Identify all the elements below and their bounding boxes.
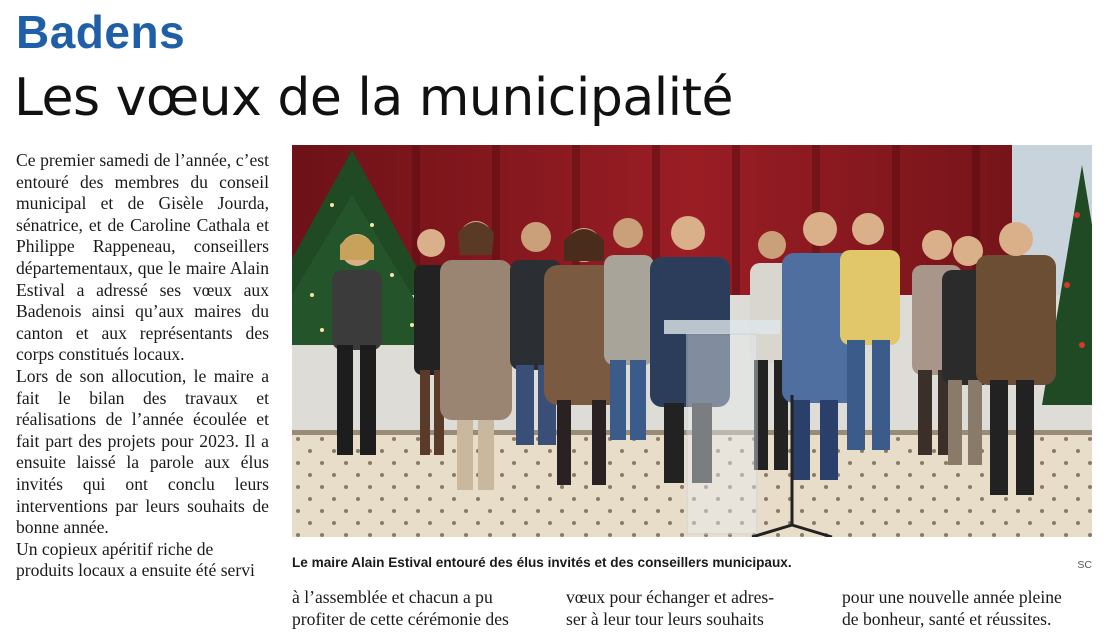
body-line: vœux pour échanger et adres- <box>566 587 775 607</box>
body-line: profiter de cette cérémonie des <box>292 608 509 629</box>
article-photo <box>292 145 1092 537</box>
group-photo-illustration <box>292 145 1092 537</box>
photo-credit: SC <box>1077 559 1092 571</box>
article-body-left-column <box>16 150 269 582</box>
body-line: de bonheur, santé et réussites. <box>842 608 1052 629</box>
body-paragraph: Ce premier samedi de l’année, c’est entouré des membres du conseil municipal et de Gisèle Jourda, sénatrice, et de Caroline Cathala et Philippe Rappeneau, conseillers départementaux, que le maire Alain Estival a adressé ses vœux aux Badenois ainsi qu’aux maires du canton et aux représentants des corps constitués locaux. <box>16 150 269 365</box>
article-body-column-3 <box>566 587 774 630</box>
article-body-column-4 <box>842 587 1062 630</box>
article-headline: Les vœux de la municipalité <box>14 68 733 128</box>
body-line: ser à leur tour leurs souhaits <box>566 608 764 629</box>
section-kicker: Badens <box>16 6 186 58</box>
body-line: à l’assemblée et chacun a pu <box>292 587 493 607</box>
body-paragraph: Lors de son allocution, le maire a fait le bilan des travaux et réalisations de l’année écoulée et fait part des projets pour 2023. Il a ensuite laissé la parole aux élus invités qui ont conclu leurs interventions par leurs souhaits de bonne année. <box>16 365 269 538</box>
body-line: pour une nouvelle année pleine <box>842 587 1062 607</box>
body-paragraph: Un copieux apéritif riche de produits locaux a ensuite été servi <box>16 538 255 581</box>
photo-caption: Le maire Alain Estival entouré des élus invités et des conseillers municipaux. <box>292 555 792 570</box>
article-body-column-2 <box>292 587 509 630</box>
